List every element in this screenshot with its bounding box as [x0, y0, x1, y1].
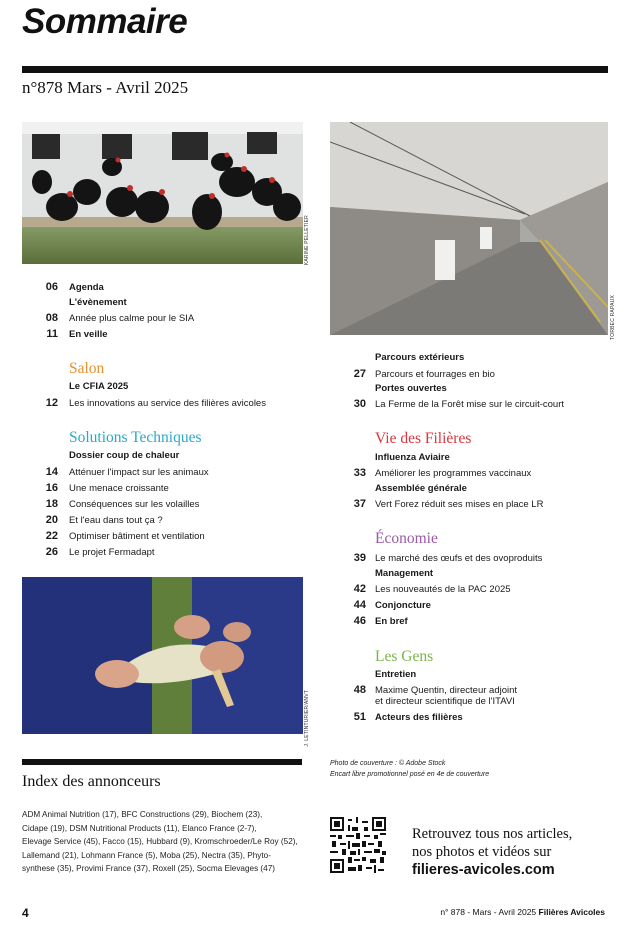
toc-page-number: 42	[353, 583, 366, 595]
toc-page-number: 39	[353, 552, 366, 564]
index-line: Lallemand (21), Lohmann France (5), Moba (25), Nectra (35), Phyto-	[22, 850, 271, 860]
hens-photo	[22, 122, 303, 264]
toc-item[interactable]: La Ferme de la Forêt mise sur le circuit-court	[375, 399, 565, 410]
toc-page-number: 20	[45, 514, 58, 526]
toc-page-number: 51	[353, 711, 366, 723]
toc-item[interactable]: Agenda	[69, 282, 104, 293]
toc-item[interactable]: Les innovations au service des filières avicoles	[69, 398, 266, 409]
toc-item[interactable]: Vert Forez réduit ses mises en place LR	[375, 499, 544, 510]
toc-item[interactable]: Le projet Fermadapt	[69, 547, 155, 558]
barn-photo-credit: TORBEC RAPAUX	[610, 295, 616, 340]
poultry-barn-photo	[330, 122, 608, 335]
toc-item-continued[interactable]: et directeur scientifique de l'ITAVI	[375, 696, 515, 707]
toc-item[interactable]: Atténuer l'impact sur les animaux	[69, 467, 209, 478]
cover-photo-credit: Photo de couverture : © Adobe Stock	[330, 760, 446, 767]
toc-subheading: L'évènement	[69, 297, 127, 308]
toc-page-number: 16	[45, 482, 58, 494]
header-rule	[22, 66, 608, 73]
toc-item[interactable]: Acteurs des filières	[375, 712, 463, 723]
footer	[440, 907, 605, 917]
page-title: Sommaire	[22, 2, 188, 41]
toc-subheading: Portes ouvertes	[375, 383, 447, 394]
section-heading-solutions-techniques: Solutions Techniques	[69, 429, 202, 446]
index-line: synthese (35), Provimi France (37), Roxell (25), Socma Elevages (47)	[22, 864, 275, 873]
toc-page-number: 48	[353, 684, 366, 696]
toc-item[interactable]: Le marché des œufs et des ovoproduits	[375, 553, 543, 564]
toc-item[interactable]: Les nouveautés de la PAC 2025	[375, 584, 511, 595]
toc-page-number: 22	[45, 530, 58, 542]
hands-photo-credit: J. LETINTURIER/ANVT	[304, 690, 310, 747]
section-heading-economie: Économie	[375, 530, 438, 547]
hens-photo-credit: KARINE PELLETIER	[304, 215, 310, 266]
index-line: Cidape (19), DSM Nutritional Products (11), Elanco France (2-7),	[22, 823, 257, 833]
toc-page-number: 44	[353, 599, 366, 611]
toc-subheading: Management	[375, 568, 434, 579]
toc-page-number: 37	[353, 498, 366, 510]
qr-code-icon[interactable]	[330, 817, 386, 873]
toc-subheading: Dossier coup de chaleur	[69, 450, 180, 461]
chick-in-hands-photo	[22, 577, 303, 734]
toc-item[interactable]: Améliorer les programmes vaccinaux	[375, 468, 532, 479]
toc-page-number: 08	[45, 312, 58, 324]
toc-page-number: 26	[45, 546, 58, 558]
section-heading-les-gens: Les Gens	[375, 648, 434, 665]
section-heading-vie-des-filieres: Vie des Filières	[375, 430, 472, 447]
toc-item[interactable]: Conjoncture	[375, 600, 431, 611]
page-number: 4	[22, 906, 29, 920]
footer-issue: n° 878 - Mars - Avril 2025	[440, 907, 537, 917]
index-list	[22, 808, 302, 876]
website-link[interactable]: filieres-avicoles.com	[412, 862, 555, 878]
toc-subheading: Entretien	[375, 669, 417, 680]
promo-line: Retrouvez tous nos articles,	[412, 826, 573, 842]
toc-page-number: 30	[353, 398, 366, 410]
toc-item[interactable]: Et l'eau dans tout ça ?	[69, 515, 163, 526]
toc-subheading: Assemblée générale	[375, 483, 467, 494]
toc-page-number: 11	[46, 328, 58, 340]
toc-page-number: 12	[45, 397, 58, 409]
section-heading-salon: Salon	[69, 360, 105, 377]
toc-subheading: Influenza Aviaire	[375, 452, 450, 463]
toc-item[interactable]: Conséquences sur les volailles	[69, 499, 200, 510]
toc-page-number: 33	[353, 467, 366, 479]
toc-page-number: 06	[45, 281, 58, 293]
toc-item[interactable]: Une menace croissante	[69, 483, 169, 494]
toc-item[interactable]: Maxime Quentin, directeur adjoint	[375, 685, 518, 696]
index-rule	[22, 759, 302, 765]
toc-page-number: 27	[353, 368, 366, 380]
toc-item[interactable]: Année plus calme pour le SIA	[69, 313, 195, 324]
cover-insert-note: Encart libre promotionnel posé en 4e de couverture	[330, 770, 490, 778]
toc-item[interactable]: En bref	[375, 616, 408, 627]
promo-line: nos photos et vidéos sur	[412, 844, 552, 860]
promo-block	[412, 825, 572, 879]
toc-page-number: 46	[353, 615, 366, 627]
cover-credit	[330, 759, 590, 780]
toc-item[interactable]: En veille	[69, 329, 108, 340]
index-title: Index des annonceurs	[22, 773, 161, 790]
index-line: ADM Animal Nutrition (17), BFC Constructions (29), Biochem (23),	[22, 810, 263, 819]
footer-magazine: Filières Avicoles	[538, 907, 605, 917]
toc-subheading: Parcours extérieurs	[375, 352, 465, 363]
issue-label: n°878 Mars - Avril 2025	[22, 78, 189, 97]
toc-subheading: Le CFIA 2025	[69, 381, 129, 392]
toc-item[interactable]: Parcours et fourrages en bio	[375, 369, 495, 380]
toc-item[interactable]: Optimiser bâtiment et ventilation	[69, 531, 205, 542]
toc-page-number: 18	[45, 498, 58, 510]
toc-page-number: 14	[45, 466, 58, 478]
index-line: Elevage Service (45), Facco (15), Hubbard (9), Kromschroeder/Le Roy (52),	[22, 837, 298, 846]
